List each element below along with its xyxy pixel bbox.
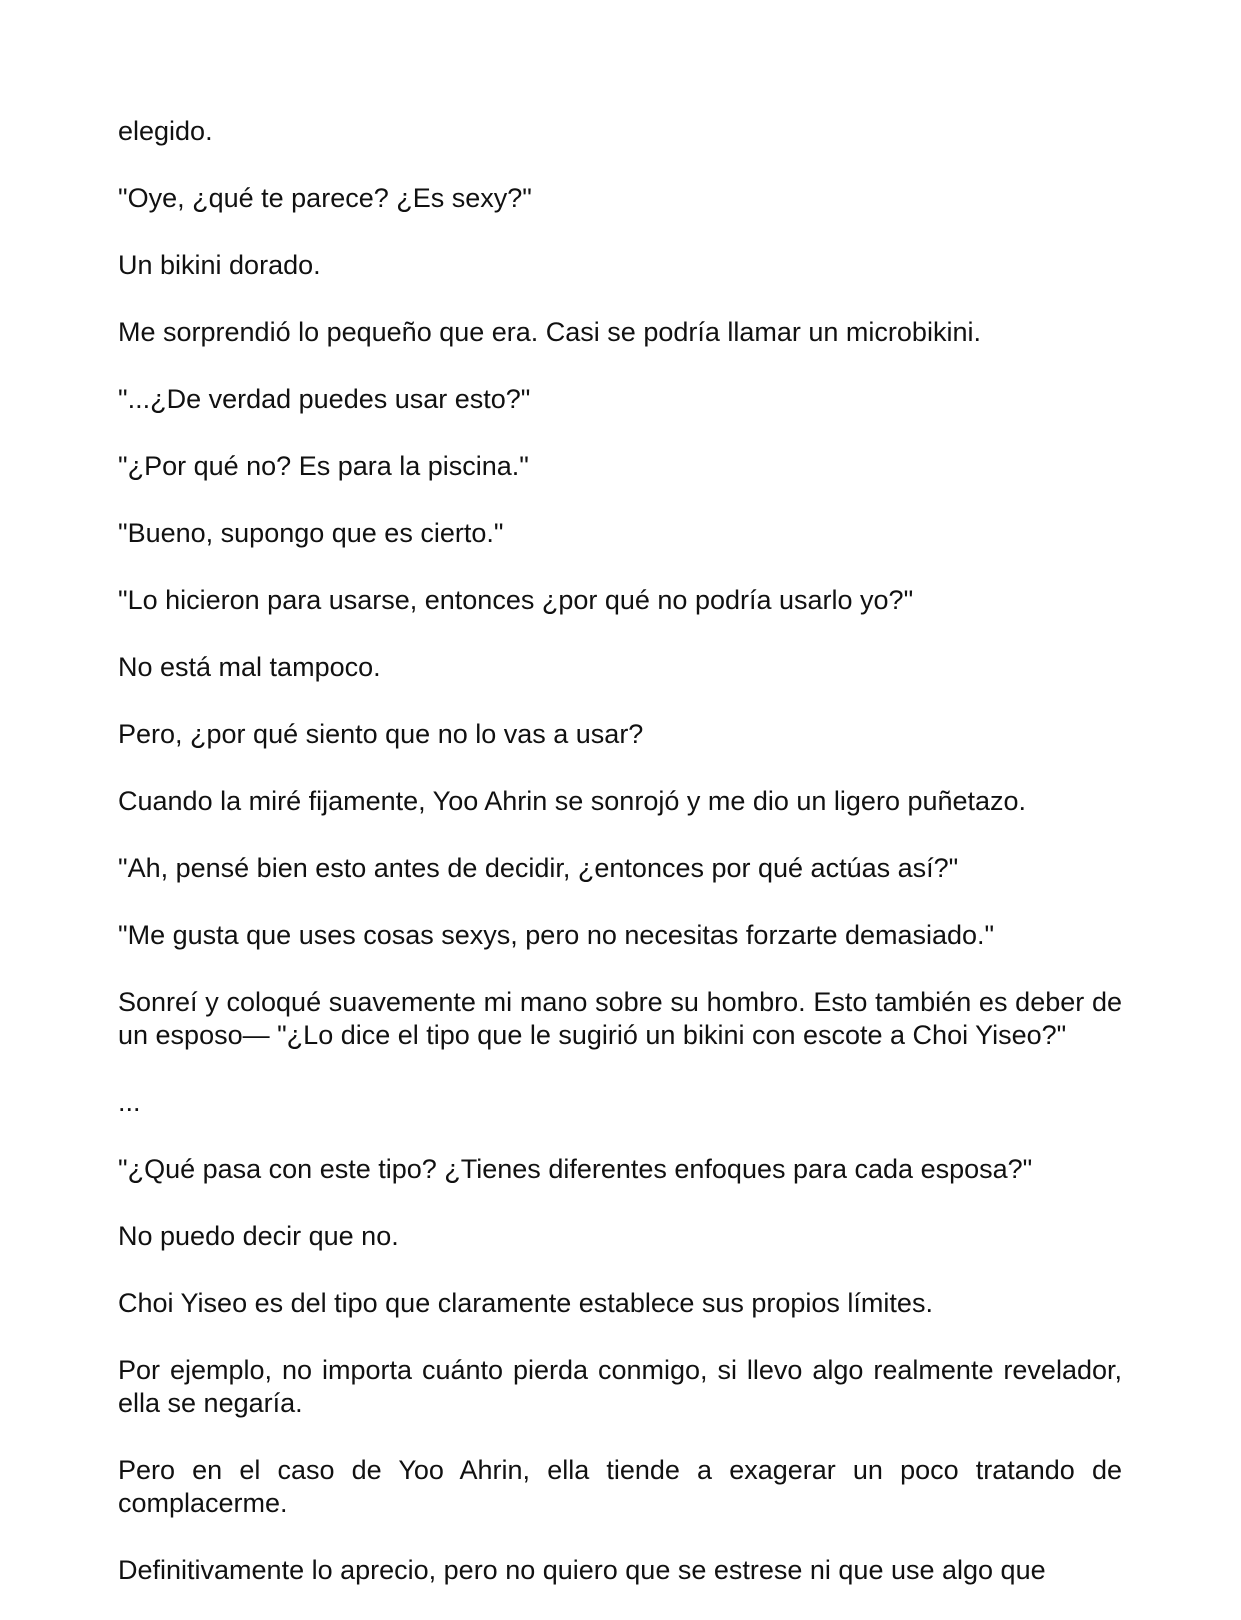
paragraph: "Ah, pensé bien esto antes de decidir, ¿entonces por qué actúas así?" bbox=[118, 853, 959, 883]
paragraph: Definitivamente lo aprecio, pero no quiero que se estrese ni que use algo que bbox=[118, 1555, 1046, 1585]
paragraph: "...¿De verdad puedes usar esto?" bbox=[118, 384, 531, 414]
text-body bbox=[118, 115, 1122, 1620]
paragraph: "Lo hicieron para usarse, entonces ¿por qué no podría usarlo yo?" bbox=[118, 585, 914, 615]
paragraph: "¿Por qué no? Es para la piscina." bbox=[118, 451, 529, 481]
paragraph: Sonreí y coloqué suavemente mi mano sobre su hombro. Esto también es deber de un esposo— "¿Lo dice el tipo que le sugirió un bikini con escote a Choi Yiseo?" bbox=[118, 987, 1122, 1050]
paragraph: "Bueno, supongo que es cierto." bbox=[118, 518, 504, 548]
paragraph: elegido. bbox=[118, 116, 213, 146]
paragraph: Choi Yiseo es del tipo que claramente establece sus propios límites. bbox=[118, 1288, 933, 1318]
paragraph: Me sorprendió lo pequeño que era. Casi se podría llamar un microbikini. bbox=[118, 317, 981, 347]
paragraph: No puedo decir que no. bbox=[118, 1221, 399, 1251]
paragraph: "Me gusta que uses cosas sexys, pero no necesitas forzarte demasiado." bbox=[118, 920, 995, 950]
paragraph: No está mal tampoco. bbox=[118, 652, 381, 682]
paragraph: Por ejemplo, no importa cuánto pierda conmigo, si llevo algo realmente revelador, ella se negaría. bbox=[118, 1355, 1122, 1418]
paragraph: "¿Qué pasa con este tipo? ¿Tienes diferentes enfoques para cada esposa?" bbox=[118, 1154, 1033, 1184]
paragraph: ... bbox=[118, 1087, 141, 1117]
paragraph: Pero en el caso de Yoo Ahrin, ella tiende a exagerar un poco tratando de complacerme. bbox=[118, 1455, 1122, 1518]
paragraph: Un bikini dorado. bbox=[118, 250, 321, 280]
paragraph: Pero, ¿por qué siento que no lo vas a usar? bbox=[118, 719, 644, 749]
paragraph: Cuando la miré fijamente, Yoo Ahrin se sonrojó y me dio un ligero puñetazo. bbox=[118, 786, 1027, 816]
paragraph: "Oye, ¿qué te parece? ¿Es sexy?" bbox=[118, 183, 532, 213]
